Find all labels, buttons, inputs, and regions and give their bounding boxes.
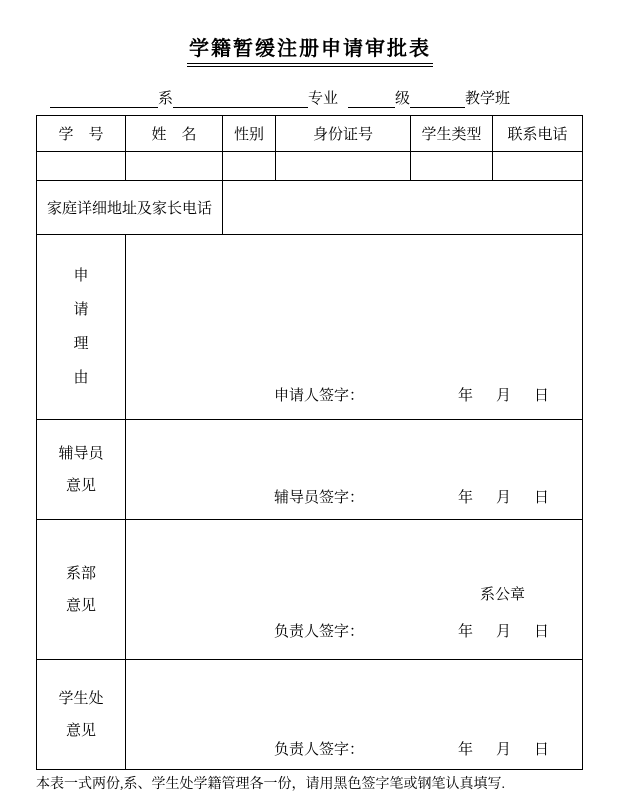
counselor-signature-row (126, 486, 582, 519)
grade-label: 级 (395, 91, 411, 107)
col-header-phone: 联系电话 (493, 116, 583, 152)
department-signature-row (126, 620, 582, 659)
day-label: 日 (533, 490, 549, 506)
counselor-opinion-area[interactable] (126, 420, 583, 520)
major-blank[interactable] (173, 92, 308, 108)
day-label: 日 (533, 742, 549, 758)
name-value-cell[interactable] (126, 152, 223, 181)
col-header-student-id: 学 号 (37, 116, 126, 152)
student-affairs-opinion-area[interactable] (126, 660, 583, 770)
dept-major-grade-line (50, 87, 620, 108)
student-type-value-cell[interactable] (411, 152, 493, 181)
department-date-fields (458, 620, 582, 641)
counselor-opinion-label: 辅导员 意见 (37, 420, 126, 520)
col-header-id-number: 身份证号 (276, 116, 411, 152)
phone-value-cell[interactable] (493, 152, 583, 181)
family-info-row (37, 181, 583, 235)
family-address-label: 家庭详细地址及家长电话 (37, 181, 223, 235)
month-label: 月 (495, 490, 511, 506)
student-info-input-row (37, 152, 583, 181)
major-label: 专业 (308, 91, 339, 107)
department-opinion-label: 系部 意见 (37, 520, 126, 660)
student-affairs-opinion-row (37, 660, 583, 770)
form-title-wrap (0, 0, 620, 67)
col-header-name: 姓 名 (126, 116, 223, 152)
student-id-value-cell[interactable] (37, 152, 126, 181)
grade-blank[interactable] (348, 92, 395, 108)
id-number-value-cell[interactable] (276, 152, 411, 181)
counselor-signature-label: 辅导员签字： (274, 490, 365, 506)
month-label: 月 (495, 388, 511, 404)
approval-form-table (36, 115, 583, 770)
year-label: 年 (457, 388, 473, 404)
department-opinion-area[interactable] (126, 520, 583, 660)
student-affairs-head-signature-label: 负责人签字： (274, 742, 365, 758)
day-label: 日 (533, 624, 549, 640)
counselor-opinion-row (37, 420, 583, 520)
dept-label: 系 (158, 91, 174, 107)
dept-blank[interactable] (50, 92, 158, 108)
year-label: 年 (457, 742, 473, 758)
apply-reason-area[interactable] (126, 235, 583, 420)
month-label: 月 (495, 742, 511, 758)
gender-value-cell[interactable] (223, 152, 276, 181)
department-head-signature-label: 负责人签字： (274, 624, 365, 640)
col-header-student-type: 学生类型 (411, 116, 493, 152)
col-header-gender: 性别 (223, 116, 276, 152)
class-label: 教学班 (465, 91, 511, 107)
applicant-signature-label: 申请人签字： (274, 388, 365, 404)
counselor-date-fields (458, 486, 582, 507)
month-label: 月 (495, 624, 511, 640)
apply-signature-row (126, 384, 582, 419)
class-blank[interactable] (410, 92, 465, 108)
table-header-row (37, 116, 583, 152)
form-title: 学籍暂缓注册申请审批表 (187, 32, 433, 67)
student-affairs-signature-row (126, 738, 582, 769)
department-opinion-row (37, 520, 583, 660)
apply-reason-row (37, 235, 583, 420)
day-label: 日 (533, 388, 549, 404)
department-seal-label: 系公章 (479, 587, 525, 603)
year-label: 年 (457, 490, 473, 506)
apply-reason-label: 申 请 理 由 (37, 235, 126, 420)
student-affairs-date-fields (458, 738, 582, 759)
family-address-value-cell[interactable] (223, 181, 583, 235)
student-affairs-opinion-label: 学生处 意见 (37, 660, 126, 770)
apply-date-fields (458, 384, 582, 405)
department-seal-row (126, 583, 582, 604)
footer-instructions: 本表一式两份,系、学生处学籍管理各一份，请用黑色签字笔或钢笔认真填写. (36, 777, 505, 792)
year-label: 年 (457, 624, 473, 640)
